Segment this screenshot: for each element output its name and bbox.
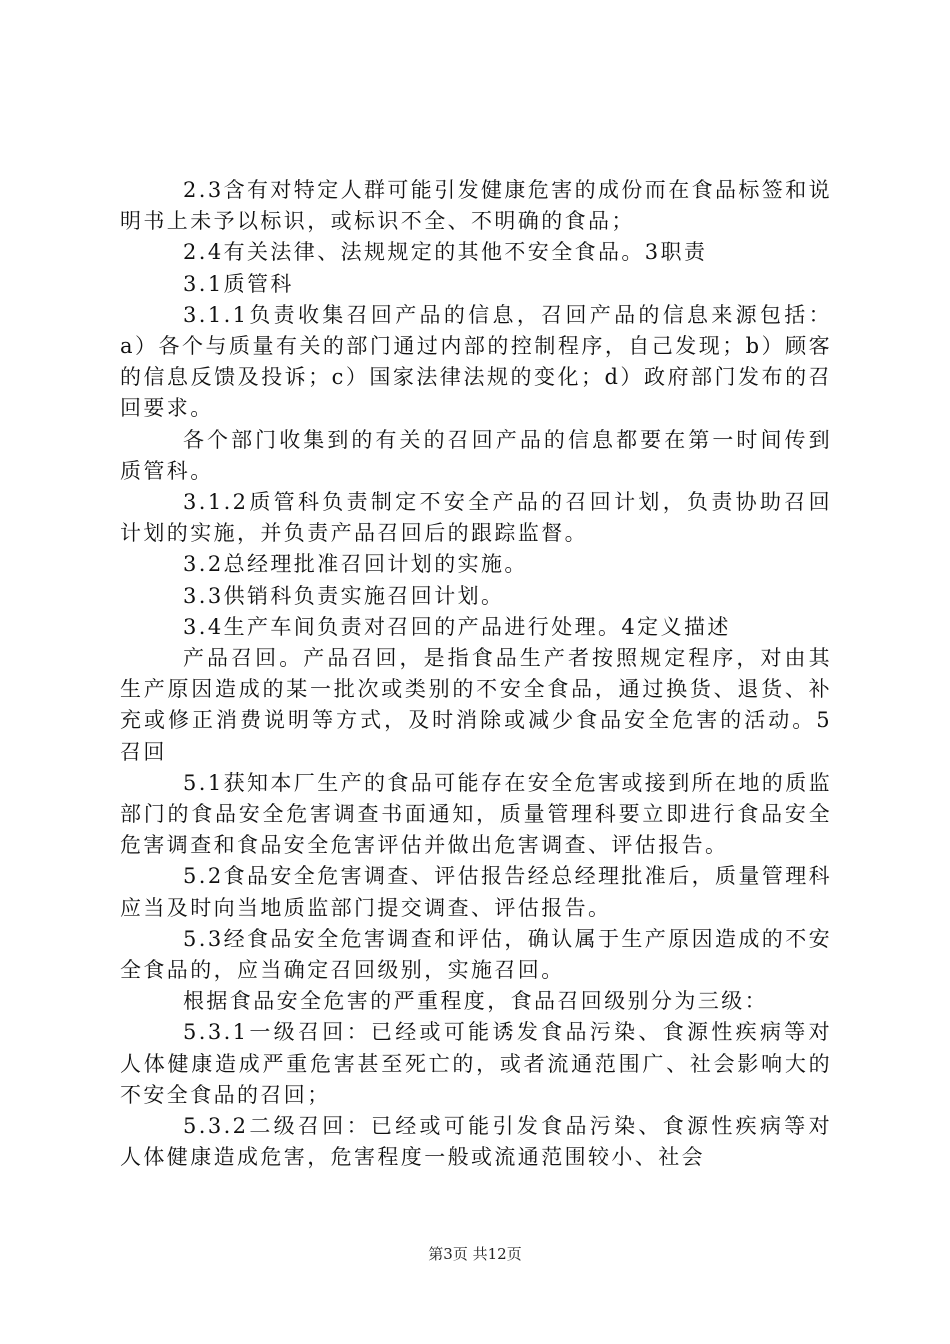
paragraph-3-2: 3.2总经理批准召回计划的实施。 bbox=[183, 552, 528, 577]
page-number-footer: 第3页 共12页 bbox=[428, 1245, 522, 1263]
paragraph-3-4: 3.4生产车间负责对召回的产品进行处理。4定义描述 bbox=[183, 614, 731, 639]
paragraph-info-transfer: 各个部门收集到的有关的召回产品的信息都要在第一时间传到质管科。 bbox=[120, 427, 832, 483]
paragraph-5-3-2: 5.3.2二级召回：已经或可能引发食品污染、食源性疾病等对人体健康造成危害，危害程度一般或流通范围较小、社会 bbox=[120, 1114, 832, 1170]
paragraph-3-3: 3.3供销科负责实施召回计划。 bbox=[183, 583, 505, 608]
paragraph-3-1: 3.1质管科 bbox=[183, 271, 294, 296]
paragraph-3-1-1: 3.1.1负责收集召回产品的信息，召回产品的信息来源包括：a）各个与质量有关的部门通过内部的控制程序，自己发现；b）顾客的信息反馈及投诉；c）国家法律法规的变化；d）政府部门发布的召回要求。 bbox=[120, 302, 832, 421]
paragraph-5-1: 5.1获知本厂生产的食品可能存在安全危害或接到所在地的质监部门的食品安全危害调查书面通知，质量管理科要立即进行食品安全危害调查和食品安全危害评估并做出危害调查、评估报告。 bbox=[120, 770, 832, 858]
paragraph-recall-levels: 根据食品安全危害的严重程度，食品召回级别分为三级： bbox=[183, 989, 768, 1014]
paragraph-2-4: 2.4有关法律、法规规定的其他不安全食品。3职责 bbox=[183, 240, 708, 265]
paragraph-3-1-2: 3.1.2质管科负责制定不安全产品的召回计划，负责协助召回计划的实施，并负责产品召回后的跟踪监督。 bbox=[120, 490, 832, 546]
paragraph-5-3: 5.3经食品安全危害调查和评估，确认属于生产原因造成的不安全食品的，应当确定召回级别，实施召回。 bbox=[120, 926, 832, 983]
paragraph-product-recall-definition: 产品召回。产品召回，是指食品生产者按照规定程序，对由其生产原因造成的某一批次或类别的不安全食品，通过换货、退货、补充或修正消费说明等方式，及时消除或减少食品安全危害的活动。5召回 bbox=[120, 646, 832, 764]
document-body bbox=[120, 175, 832, 1174]
paragraph-5-3-1: 5.3.1一级召回：已经或可能诱发食品污染、食源性疾病等对人体健康造成严重危害甚至死亡的，或者流通范围广、社会影响大的不安全食品的召回； bbox=[120, 1020, 832, 1107]
paragraph-5-2: 5.2食品安全危害调查、评估报告经总经理批准后，质量管理科应当及时向当地质监部门提交调查、评估报告。 bbox=[120, 864, 832, 920]
paragraph-2-3: 2.3含有对特定人群可能引发健康危害的成份而在食品标签和说明书上未予以标识，或标识不全、不明确的食品； bbox=[120, 178, 832, 234]
